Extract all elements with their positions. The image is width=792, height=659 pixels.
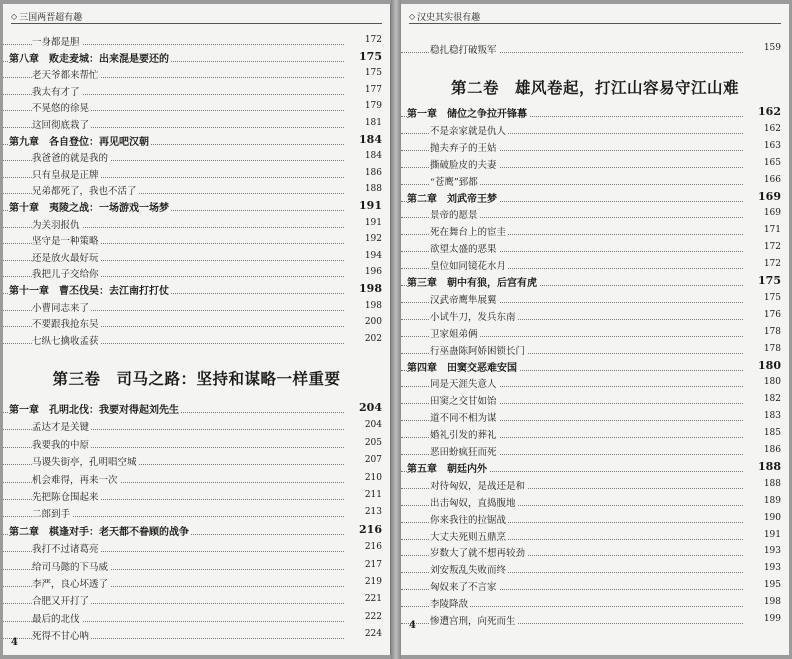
page-number: 163 [763,140,781,151]
page-number: 180 [758,358,781,372]
entry-title: 最后的北伐 [32,611,82,625]
entry-title: 为关羽报仇 [32,217,82,231]
toc-entry-row [401,595,789,610]
page-number: 178 [763,326,781,337]
entry-title: 大丈夫死则五鼎烹 [430,529,508,543]
header-rule [409,23,781,24]
header-rule [11,23,382,24]
chapter-title: 第二章 刘武帝王梦 [407,190,499,205]
page-number: 182 [763,394,781,405]
page-number: 175 [758,274,781,287]
toc-chapter-row [401,190,789,205]
chapter-title: 第四章 田窦交恶难安国 [407,359,519,374]
chapter-title: 第三章 朝中有狼，后宫有虎 [407,274,539,289]
entry-title: 稳扎稳打破叛军 [430,42,499,56]
entry-title: 李陵降敌 [430,596,470,610]
toc-entry-row [3,33,390,48]
chapter-title: 第十章 夷陵之战：一场游戏一场梦 [9,199,171,214]
toc-entry-row [401,257,789,272]
page-number: 176 [763,309,781,320]
toc-chapter-row [3,523,390,538]
page-number: 165 [763,157,781,168]
toc-entry-row [3,610,390,625]
page-number: 221 [364,594,382,605]
chapter-title: 第一章 孔明北伐：我要对得起刘先生 [9,401,181,416]
entry-title: 我把儿子交给你 [32,266,101,280]
toc-entry-row [3,216,390,231]
toc-entry-row [3,332,390,347]
toc-entry-row [3,540,390,555]
entry-title: 我要我的中原 [32,437,91,451]
entry-title: 欲望太盛的恶果 [430,241,499,255]
page-number: 198 [359,282,382,295]
page-number: 213 [364,507,382,518]
toc-entry-row [3,436,390,451]
toc-entry-row [401,426,789,441]
entry-title: 道不同不相为谋 [430,410,499,424]
toc-entry-row [3,575,390,590]
toc-chapter-row [3,401,390,416]
page-number: 185 [763,428,781,439]
toc-entry-row [401,375,789,390]
toc-entry-row [3,99,390,114]
page-number: 210 [364,472,382,483]
book-spine [391,0,401,659]
toc-entry-row [3,265,390,280]
entry-title: “苍鹰”郅都 [430,174,480,188]
page-number: 198 [364,300,382,311]
chapter-title: 第二章 棋逢对手：老天都不眷顾的战争 [9,523,191,538]
page-number: 172 [364,35,382,45]
toc-entry-row [401,511,789,526]
toc-entry-row [3,232,390,247]
toc-entry-row [3,488,390,503]
entry-title: 不是亲家就是仇人 [430,123,508,137]
entry-title: 小试牛刀，发兵东南 [430,309,518,323]
page-number: 183 [763,411,781,422]
page-number: 178 [763,343,781,354]
toc-entry-row [401,477,789,492]
page-number: 191 [359,199,382,212]
page-number: 219 [364,577,382,587]
page-number: 191 [364,217,382,228]
toc-chapter-row [3,282,390,297]
page-number: 196 [364,267,382,278]
toc-entry-row [401,291,789,306]
diamond-icon: ◇ [11,12,18,21]
page-number: 202 [364,333,382,344]
page-number: 224 [364,629,382,640]
chapter-title: 第一章 储位之争拉开锋幕 [407,105,529,120]
toc-entry-row [401,561,789,576]
toc-entry-row [3,149,390,164]
page-number: 159 [763,43,781,53]
toc-entry-row [401,223,789,238]
page-number: 193 [763,546,781,557]
toc-entry-row [3,116,390,131]
entry-title: 马谡失街亭，孔明唱空城 [32,454,139,468]
toc-entry-row [401,612,789,627]
toc-chapter-row [3,199,390,214]
page-number: 180 [763,377,781,388]
left-page [3,4,391,655]
entry-title: 卫家姐弟俩 [430,326,480,340]
toc-entry-row [3,299,390,314]
entry-title: 出击匈奴，直捣腹地 [430,495,518,509]
page-number: 169 [758,189,781,203]
entry-title: 刘安叛乱失败而终 [430,562,508,576]
page-number: 217 [364,559,382,570]
entry-title: 恶田蚡疯狂而死 [430,444,499,458]
toc-entry-row [401,494,789,509]
entry-title: 撕破脸皮的夫妻 [430,157,499,171]
toc-entry-row [3,592,390,607]
toc-entry-row [3,166,390,181]
toc-entry-row [3,627,390,642]
chapter-title: 第八章 败走麦城：出来混是要还的 [9,50,171,65]
left-volume-title: 第三卷 司马之路：坚持和谋略一样重要 [52,369,341,388]
entry-title: 坚守是一种策略 [32,233,101,247]
entry-title: 死在舞台上的宦圭 [430,224,508,238]
toc-entry-row [3,315,390,330]
toc-entry-row [401,544,789,559]
entry-title: 死得不甘心呐 [32,628,91,642]
entry-title: 我太有才了 [32,84,82,98]
page-number: 177 [364,84,382,95]
page-number: 171 [763,225,781,236]
right-folio: 4 [409,620,416,631]
page-number: 169 [763,208,781,219]
toc-chapter-row [401,460,789,475]
toc-entry-row [401,308,789,323]
page-number: 186 [763,445,781,455]
entry-title: 行巫蛊陈阿娇困锁长门 [430,343,527,357]
chapter-title: 第十一章 曹丕伐吴：去江南打打仗 [9,282,171,297]
page-number: 193 [763,563,781,574]
page-number: 216 [364,542,382,553]
toc-entry-row [3,471,390,486]
chapter-title: 第五章 朝廷内外 [407,460,489,475]
entry-title: 不晃悠的徐晃 [32,100,91,114]
page-number: 195 [763,580,781,591]
page-number: 175 [359,49,382,63]
toc-entry-row [3,418,390,433]
page-number: 189 [763,495,781,506]
entry-title: 老天爷都来帮忙 [32,67,101,81]
entry-title: 这回彻底栽了 [32,117,91,131]
page-number: 190 [763,512,781,523]
entry-title: 只有皇叔是正牌 [32,167,101,181]
entry-title: 景帝的愿景 [430,207,480,221]
page-number: 194 [364,250,382,261]
left-folio: 4 [11,637,18,648]
toc-entry-row [401,122,789,137]
page-number: 191 [763,529,781,540]
toc-entry-row [401,206,789,221]
entry-title: 惨遭宫刑，向死而生 [430,613,518,627]
toc-entry-row [3,505,390,520]
toc-chapter-row [3,50,390,65]
page-number: 162 [758,105,781,118]
page-number: 205 [364,437,382,448]
page-number: 184 [359,132,382,146]
page-number: 172 [763,242,781,253]
entry-title: 李严，良心坏透了 [32,576,110,590]
page-number: 175 [763,292,781,303]
page-number: 200 [364,317,382,328]
entry-title: 我打不过诸葛亮 [32,541,101,555]
toc-entry-row [401,325,789,340]
toc-entry-row [401,240,789,255]
page-number: 166 [763,174,781,185]
toc-entry-row [401,409,789,424]
page-number: 188 [758,459,781,473]
toc-entry-row [3,66,390,81]
entry-title: 二郎到手 [32,506,72,520]
toc-entry-row [401,139,789,154]
page-number: 211 [364,490,382,500]
entry-title: 抛夫弃子的王姑 [430,140,499,154]
entry-title: 皇位如同镜花水月 [430,258,508,272]
entry-title: 婚礼引发的葬礼 [430,427,499,441]
right-volume-title: 第二卷 雄风卷起，打江山容易守江山难 [450,78,739,97]
page-number: 162 [763,123,781,134]
entry-title: 岁数大了就不想再较劲 [430,545,527,559]
toc-entry-row [3,83,390,98]
page-number: 192 [364,234,382,245]
entry-title: 田窦之交甘如饴 [430,393,499,407]
toc-entry-row [401,342,789,357]
right-page [401,4,789,655]
entry-title: 还是放火最好玩 [32,250,101,264]
page-number: 207 [364,455,382,466]
toc-entry-row [401,443,789,458]
entry-title: 孟达才是关键 [32,419,91,433]
toc-entry-row [3,558,390,573]
entry-title: 不要跟我抢东吴 [32,316,101,330]
entry-title: 给司马懿的下马威 [32,559,110,573]
toc-entry-row [3,249,390,264]
left-header-title: 三国两晋超有趣 [19,13,83,23]
page-number: 204 [359,401,382,414]
entry-title: 我爸爸的就是我的 [32,150,110,164]
toc-entry-row [401,392,789,407]
entry-title: 汉武帝鹰隼展翼 [430,292,499,306]
diamond-icon: ◇ [409,12,416,21]
entry-title: 七纵七擒收孟获 [32,333,101,347]
entry-title: 匈奴来了不言家 [430,579,499,593]
entry-title: 合肥又开打了 [32,593,91,607]
page-number: 204 [364,420,382,431]
entry-title: 先把陈仓围起来 [32,489,101,503]
toc-chapter-row [401,274,789,289]
page-number: 188 [364,184,382,195]
toc-chapter-row [3,133,390,148]
page-number: 179 [364,101,382,112]
entry-title: 小曹同志来了 [32,300,91,314]
page-number: 184 [364,151,382,162]
page-number: 198 [763,597,781,608]
page-number: 172 [763,259,781,270]
page-number: 222 [364,611,382,622]
toc-entry-row [3,182,390,197]
entry-title: 你来我往的拉锯战 [430,512,508,526]
page-number: 188 [763,478,781,489]
toc-entry-row [401,578,789,593]
toc-entry-row [401,528,789,543]
entry-title: 对待匈奴，是战还是和 [430,478,527,492]
entry-title: 同是天涯失意人 [430,376,499,390]
toc-entry-row [401,41,789,56]
toc-entry-row [401,156,789,171]
entry-title: 兄弟都死了，我也不活了 [32,183,139,197]
page-number: 175 [364,68,382,79]
toc-chapter-row [401,105,789,120]
right-header-title: 汉史其实很有趣 [417,13,481,23]
entry-title: 机会难得，再来一次 [32,472,120,486]
page-number: 216 [359,522,382,536]
page-number: 186 [364,167,382,178]
entry-title: 一身都是胆 [32,34,82,48]
left-running-head [11,10,82,23]
toc-entry-row [401,173,789,188]
right-running-head [409,10,480,23]
toc-chapter-row [401,359,789,374]
toc-entry-row [3,453,390,468]
page-number: 181 [364,118,382,128]
page-number: 199 [763,614,781,624]
chapter-title: 第九章 各自登位：再见吧汉朝 [9,133,151,148]
